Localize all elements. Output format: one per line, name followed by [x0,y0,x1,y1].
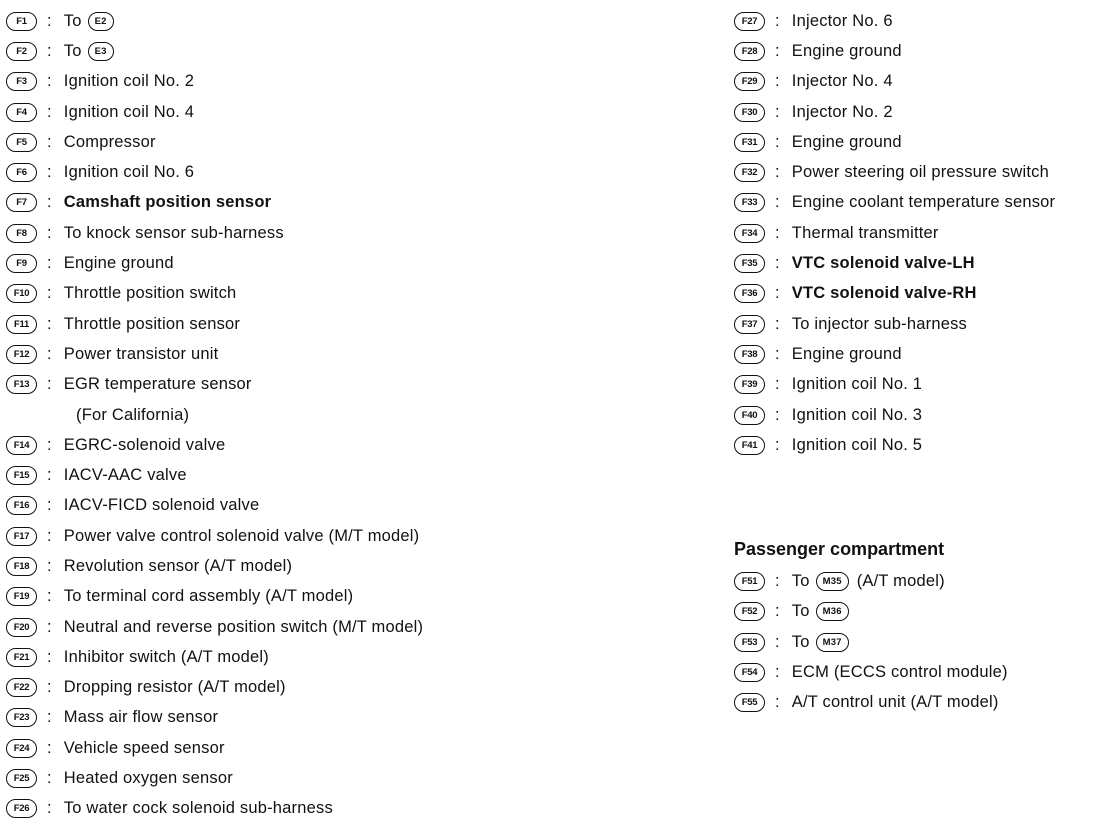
separator-colon: : [775,662,780,681]
separator-colon: : [47,314,52,333]
connector-description: Thermal transmitter [791,223,939,242]
connector-row [6,521,706,551]
connector-badge: F55 [734,693,765,712]
separator-colon: : [775,11,780,30]
connector-description: Power transistor unit [63,344,219,363]
connector-description: To injector sub-harness [791,314,967,333]
separator-colon: : [47,193,52,212]
connector-badge: F39 [734,375,765,394]
connector-description: Ignition coil No. 3 [791,405,923,424]
connector-badge: F9 [6,254,37,273]
connector-badge: F37 [734,315,765,334]
connector-badge: F5 [6,133,37,152]
connector-badge: F30 [734,103,765,122]
connector-badge: F31 [734,133,765,152]
separator-colon: : [47,799,52,818]
connector-badge: F7 [6,193,37,212]
connector-row [6,703,706,733]
connector-description: VTC solenoid valve-LH [791,254,975,273]
connector-description: Ignition coil No. 6 [63,163,195,182]
separator-colon: : [47,102,52,121]
separator-colon: : [47,11,52,30]
connector-badge: F8 [6,224,37,243]
separator-colon: : [47,284,52,303]
connector-row [6,642,706,672]
connector-badge: F52 [734,602,765,621]
connector-row [6,430,706,460]
connector-description: Mass air flow sensor [63,708,219,727]
connector-badge: F35 [734,254,765,273]
connector-description: To [63,41,82,60]
separator-colon: : [775,693,780,712]
connector-badge: F18 [6,557,37,576]
connector-badge: F38 [734,345,765,364]
connector-badge: F40 [734,406,765,425]
connector-badge: F2 [6,42,37,61]
connector-row [734,627,1118,657]
separator-colon: : [775,435,780,454]
connector-row [6,218,706,248]
separator-colon: : [47,72,52,91]
connector-description: Revolution sensor (A/T model) [63,556,293,575]
connector-row [6,370,706,400]
connector-description: Power steering oil pressure switch [791,163,1049,182]
connector-description: Neutral and reverse position switch (M/T model) [63,617,424,636]
connector-row [6,794,706,824]
right-column [734,6,1118,718]
connector-row [734,339,1118,369]
connector-row [734,430,1118,460]
connector-description: To [791,632,810,651]
separator-colon: : [775,193,780,212]
connector-badge: F13 [6,375,37,394]
connector-ref-badge: M36 [816,602,849,621]
separator-colon: : [775,344,780,363]
connector-description: Camshaft position sensor [63,193,272,212]
connector-description: EGRC-solenoid valve [63,435,226,454]
connector-badge: F15 [6,466,37,485]
connector-badge: F4 [6,103,37,122]
separator-colon: : [47,344,52,363]
connector-row [734,566,1118,596]
connector-badge: F10 [6,284,37,303]
connector-badge: F11 [6,315,37,334]
separator-colon: : [47,163,52,182]
connector-row [6,36,706,66]
connector-row [6,673,706,703]
connector-description: Injector No. 2 [791,102,893,121]
connector-row [734,309,1118,339]
separator-colon: : [47,526,52,545]
connector-row [6,491,706,521]
connector-row [734,67,1118,97]
separator-colon: : [47,617,52,636]
separator-colon: : [47,738,52,757]
connector-description: Dropping resistor (A/T model) [63,678,286,697]
separator-colon: : [775,163,780,182]
connector-row [6,582,706,612]
engine-room-list-right [734,6,1118,460]
connector-badge: F32 [734,163,765,182]
connector-badge: F34 [734,224,765,243]
connector-row [6,97,706,127]
connector-description: Engine ground [791,344,902,363]
connector-badge: F24 [6,739,37,758]
separator-colon: : [775,572,780,591]
connector-description: To [791,602,810,621]
connector-ref-badge: M37 [816,633,849,652]
connector-badge: F29 [734,72,765,91]
separator-colon: : [47,556,52,575]
separator-colon: : [47,435,52,454]
connector-description: Ignition coil No. 1 [791,375,923,394]
connector-badge: F41 [734,436,765,455]
separator-colon: : [775,132,780,151]
connector-row [734,279,1118,309]
connector-badge: F12 [6,345,37,364]
section-spacer [734,460,1118,532]
connector-row [734,597,1118,627]
connector-description: Injector No. 4 [791,72,893,91]
connector-badge: F53 [734,633,765,652]
connector-description: Power valve control solenoid valve (M/T model) [63,526,420,545]
connector-row [734,688,1118,718]
separator-colon: : [47,41,52,60]
connector-badge: F14 [6,436,37,455]
connector-badge: F51 [734,572,765,591]
separator-colon: : [47,647,52,666]
connector-badge: F1 [6,12,37,31]
connector-row [6,127,706,157]
connector-row [734,400,1118,430]
connector-description: To terminal cord assembly (A/T model) [63,587,354,606]
separator-colon: : [47,708,52,727]
connector-row [6,733,706,763]
connector-description: To knock sensor sub-harness [63,223,284,242]
connector-description: Engine ground [63,254,174,273]
connector-suffix: (A/T model) [856,572,945,591]
separator-colon: : [775,223,780,242]
connector-row [734,188,1118,218]
connector-badge: F26 [6,799,37,818]
connector-badge: F33 [734,193,765,212]
connector-ref-badge: E3 [88,42,114,61]
connector-row [6,339,706,369]
connector-row [6,157,706,187]
separator-colon: : [47,223,52,242]
separator-colon: : [47,678,52,697]
connector-description: Ignition coil No. 5 [791,435,923,454]
connector-row [6,248,706,278]
connector-row [6,67,706,97]
separator-colon: : [775,102,780,121]
separator-colon: : [47,132,52,151]
separator-colon: : [775,284,780,303]
connector-row [734,36,1118,66]
separator-colon: : [775,254,780,273]
separator-colon: : [775,314,780,333]
connector-badge: F16 [6,496,37,515]
separator-colon: : [775,72,780,91]
connector-badge: F17 [6,527,37,546]
connector-note: (For California) [76,405,190,424]
connector-description: Heated oxygen sensor [63,769,233,788]
connector-description: Ignition coil No. 2 [63,72,195,91]
separator-colon: : [47,587,52,606]
connector-badge: F28 [734,42,765,61]
connector-description: Inhibitor switch (A/T model) [63,647,269,666]
connector-row [6,6,706,36]
connector-badge: F21 [6,648,37,667]
connector-row [6,279,706,309]
connector-ref-badge: E2 [88,12,114,31]
connector-badge: F3 [6,72,37,91]
left-column [6,6,706,824]
separator-colon: : [775,602,780,621]
connector-badge: F19 [6,587,37,606]
separator-colon: : [47,496,52,515]
connector-description: Vehicle speed sensor [63,738,225,757]
separator-colon: : [47,254,52,273]
connector-badge: F23 [6,708,37,727]
connector-description: IACV-AAC valve [63,466,187,485]
connector-row [734,248,1118,278]
connector-row [734,127,1118,157]
connector-description: To water cock solenoid sub-harness [63,799,333,818]
connector-badge: F6 [6,163,37,182]
connector-description: To [63,11,82,30]
connector-description: Throttle position switch [63,284,237,303]
separator-colon: : [47,769,52,788]
separator-colon: : [775,41,780,60]
separator-colon: : [775,405,780,424]
connector-badge: F36 [734,284,765,303]
connector-description: A/T control unit (A/T model) [791,693,999,712]
separator-colon: : [775,375,780,394]
connector-badge: F20 [6,618,37,637]
connector-row [734,157,1118,187]
connector-description: Compressor [63,132,156,151]
connector-badge: F22 [6,678,37,697]
connector-description: EGR temperature sensor [63,375,252,394]
connector-description: Engine ground [791,41,902,60]
connector-description: Engine coolant temperature sensor [791,193,1056,212]
connector-badge: F27 [734,12,765,31]
connector-row [6,309,706,339]
passenger-compartment-list [734,566,1118,717]
connector-description: Injector No. 6 [791,11,893,30]
connector-row [734,370,1118,400]
connector-row [6,763,706,793]
connector-row [6,612,706,642]
separator-colon: : [47,375,52,394]
connector-row [6,551,706,581]
connector-row [734,657,1118,687]
connector-row [734,6,1118,36]
connector-description: To [791,572,810,591]
connector-badge: F54 [734,663,765,682]
passenger-compartment-title: Passenger compartment [734,538,945,559]
connector-description: Engine ground [791,132,902,151]
connector-description: Ignition coil No. 4 [63,102,195,121]
connector-ref-badge: M35 [816,572,849,591]
connector-row [734,97,1118,127]
connector-badge: F25 [6,769,37,788]
connector-description: IACV-FICD solenoid valve [63,496,260,515]
connector-row [6,460,706,490]
connector-description: Throttle position sensor [63,314,241,333]
connector-description: ECM (ECCS control module) [791,662,1008,681]
separator-colon: : [775,632,780,651]
connector-row [734,218,1118,248]
connector-row [6,188,706,218]
separator-colon: : [47,466,52,485]
connector-description: VTC solenoid valve-RH [791,284,977,303]
